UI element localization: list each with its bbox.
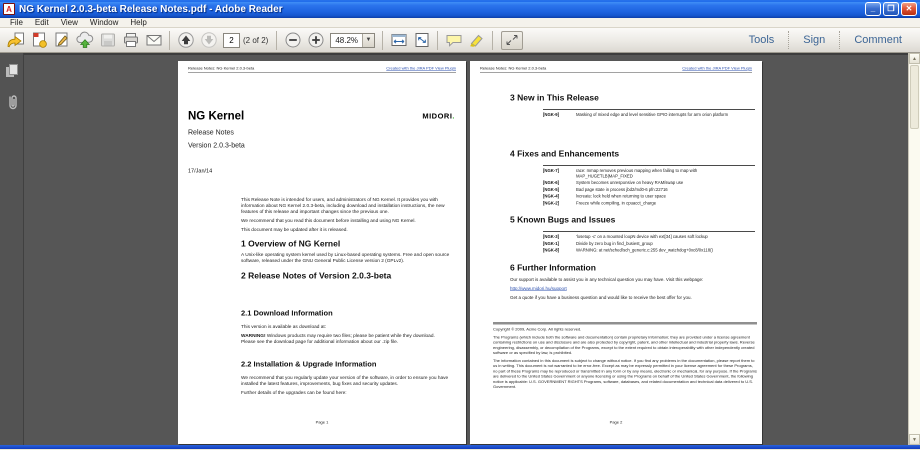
support-link-line [510, 286, 745, 292]
copyright-paragraph: The Programs (which include both the software and documentation) contain proprietary information; they are provided under a license agreement containing restrictions on use and disclosure and are also protected by copyright, patent, and other intellectual and industrial property laws. Reverse engineering, disassembly, or decompilation of the Programs, except to the extent required to obtain interoperability with other independently created software or as specified by law, is prohibited. [493, 334, 755, 355]
page-thumbnails-button[interactable] [0, 59, 24, 83]
header-plugin-link[interactable]: Created with the JIRA PDF View Plugin [386, 66, 456, 71]
attachments-button[interactable] [0, 91, 24, 115]
issue-summary: Masking of mixed edge and level sensitive GPIO interrupts for arm orion platform [576, 112, 729, 117]
page-thumbnails-icon [3, 62, 21, 80]
toolbar-separator [382, 31, 383, 50]
copyright-line: Copyright © 2009, Acme Corp. All rights reserved. [493, 327, 582, 332]
overview-paragraph: A Unix-like operating system kernel used by Linux-based operating systems. Free and open source software, released under the GNU General Public License version 2 (GPLv2). [241, 252, 450, 264]
document-date: 17/Jan/14 [188, 168, 213, 174]
menu-help[interactable]: Help [130, 17, 147, 27]
prev-page-icon [176, 31, 196, 49]
page-number-input[interactable] [223, 33, 240, 48]
title-bar [0, 0, 920, 18]
adobe-pdf-icon: A [3, 3, 15, 15]
toolbar [0, 28, 920, 53]
zoom-level-combo[interactable] [330, 33, 375, 48]
issue-summary: Divide by zero bug in find_busiest_group [576, 240, 653, 246]
chevron-down-icon[interactable]: ▼ [362, 34, 374, 47]
highlight-icon [467, 31, 487, 49]
create-pdf-icon [29, 31, 49, 49]
close-button[interactable]: ✕ [901, 2, 917, 16]
issue-summary: WARNING: at net/sched/sch_generic.c:255 dev_watchdog+0xc8/0x118() [576, 247, 713, 253]
header-plugin-link[interactable]: Created with the JIRA PDF View Plugin [682, 66, 752, 71]
comment-bubble-icon [444, 31, 464, 49]
scrollbar-thumb[interactable] [910, 65, 919, 129]
menu-window[interactable]: Window [89, 17, 119, 27]
sign-pen-icon [52, 31, 72, 49]
menu-bar [0, 18, 920, 28]
document-version: Version 2.0.3-beta [188, 141, 245, 149]
issue-summary: Freeze while compiling, in cpuacct_charge [576, 200, 657, 206]
page-header [188, 66, 456, 73]
heading-overview: 1 Overview of NG Kernel [241, 239, 341, 249]
page-footer: Page 1 [315, 420, 329, 425]
intro-p2: We recommend that you read this document before installing and using NG Kernel. [241, 218, 416, 224]
issue-summary: Bad page state in process jbd2/md0-6 pfn:22716 [576, 186, 668, 192]
zoom-in-icon [306, 31, 326, 49]
intro-paragraphs [241, 197, 457, 236]
issue-table-new [543, 109, 755, 119]
open-button[interactable] [4, 30, 27, 51]
download-p2: Please see the download page for additional information about our .zip file. [241, 339, 399, 345]
copyright-block [493, 322, 757, 392]
save-floppy-icon [98, 31, 118, 49]
tools-panel-button[interactable]: Tools [748, 34, 775, 46]
issue-id: [NGK-9] [543, 112, 560, 117]
page-footer: Page 2 [609, 420, 623, 425]
fit-page-icon [412, 31, 432, 49]
document-subtitle: Release Notes [188, 128, 234, 136]
menu-edit[interactable]: Edit [34, 17, 49, 27]
download-warning: WARNING! Windows products may require two files; please be patient while they download. Please see the download page for additional information about our .zip file. [241, 333, 435, 345]
issue-summary: System becomes unresponsive on heavy RAM/swap use [576, 180, 684, 185]
heading-release-notes: 2 Release Notes of Version 2.0.3-beta [241, 271, 392, 281]
warning-label: WARNING! [241, 333, 266, 339]
fit-width-icon [389, 31, 409, 49]
copyright-paragraph: The information contained in this document is subject to change without notice. If you find any problems in the documentation, please report them to us in writing. This document is not warranted to be error-free. Except as may be expressly permitted in your license agreement for these Programs, no part of these Programs may be reproduced or transmitted in any form or by any means, electronic or mechanical, for any purpose. If the Programs are delivered to the United States Government or anyone licensing or using the Programs on behalf of the United States Government, the following notice is applicable: U.S. GOVERNMENT RIGHTS Programs, software, databases, and related documentation and technical data delivered to U.S. Government. [493, 358, 757, 389]
issue-row [543, 180, 755, 185]
heading-further-info: 6 Further Information [510, 263, 596, 273]
scroll-down-arrow[interactable]: ▼ [909, 434, 920, 445]
issue-id: [NGK-2] [543, 200, 560, 206]
document-title: NG Kernel [188, 109, 245, 122]
fill-sign-button[interactable] [50, 30, 73, 51]
logo-green-dot: . [452, 112, 455, 121]
email-icon [144, 31, 164, 49]
issue-table-fixes [543, 165, 755, 207]
issue-row [543, 241, 755, 246]
toolbar-separator [276, 31, 277, 50]
highlight-text-button[interactable] [465, 30, 488, 51]
page-header [480, 66, 752, 73]
menu-view[interactable]: View [60, 17, 78, 27]
download-paragraphs [241, 324, 457, 348]
fit-page-button[interactable] [410, 30, 433, 51]
print-button[interactable] [119, 30, 142, 51]
midori-logo: MIDORI. [422, 112, 455, 121]
heading-fixes: 4 Fixes and Enhancements [510, 149, 620, 159]
save-button[interactable] [96, 30, 119, 51]
share-upload-button[interactable] [73, 30, 96, 51]
issue-id: [NGK-7] [543, 168, 560, 173]
issue-row [543, 194, 755, 199]
issue-row [543, 200, 755, 205]
further-p1: Our support is available to assist you in any technical question you may have. Visit this webpage: [510, 277, 704, 282]
issue-row [543, 248, 755, 253]
issue-summary: lvcreate: lock held when returning to user space [576, 193, 667, 199]
zoom-out-icon [283, 31, 303, 49]
window-bottom-border [0, 445, 920, 449]
next-page-icon [199, 31, 219, 49]
header-left-text: Release Notes: NG Kernel 2.0.3-beta [480, 66, 547, 71]
panel-buttons [735, 28, 916, 52]
navigation-pane [0, 53, 24, 445]
download-p1: This version is available as download at: [241, 324, 327, 330]
expand-arrows-icon [504, 33, 520, 47]
create-pdf-button[interactable] [27, 30, 50, 51]
menu-file[interactable]: File [10, 17, 23, 27]
restore-button[interactable]: ❐ [883, 2, 899, 16]
zoom-level-value: 48.2% [335, 35, 359, 45]
heading-new-in-release: 3 New in This Release [510, 93, 599, 103]
issue-id: [NGK-6] [543, 180, 560, 185]
add-sticky-note-button[interactable] [442, 30, 465, 51]
attachment-paperclip-icon [3, 93, 21, 113]
print-icon [121, 31, 141, 49]
zoom-in-button[interactable] [304, 30, 327, 51]
toolbar-separator [437, 31, 438, 50]
issue-id: [NGK-8] [543, 247, 560, 253]
issue-summary: 'losetup -c' on a mounted loopN device with ext[34] causes soft lockup [576, 234, 708, 239]
header-left-text: Release Notes: NG Kernel 2.0.3-beta [188, 66, 255, 71]
sign-panel-button[interactable]: Sign [803, 34, 826, 46]
toolbar-separator [492, 31, 493, 50]
issue-id: [NGK-5] [543, 186, 560, 192]
install-p1: We recommend that you regularly update your version of the software, in order to ensure you have installed the latest features, improvements, bug fixes and security updates. [241, 375, 449, 387]
scrollbar-track[interactable] [909, 130, 920, 434]
window-title: NG Kernel 2.0.3-beta Release Notes.pdf - Adobe Reader [19, 3, 283, 15]
install-p2: Further details of the upgrades can be found here: [241, 390, 347, 396]
main-area [0, 53, 920, 445]
pdf-page-1 [178, 61, 466, 444]
intro-p1: This Release Note is intended for users, and administrators of NG Kernel. It provides you with information about NG Kernel 2.0.3-beta, including download and installation instructions, the new features of this release and important changes since the previous one. [241, 197, 445, 215]
upload-cloud-icon [75, 31, 95, 49]
further-p2: Get a quote if you have a business question and would like to receive the best offer for you. [510, 295, 692, 300]
fit-width-button[interactable] [387, 30, 410, 51]
support-link[interactable]: http://www.midori.hu/support [510, 286, 567, 291]
page-count-label: (2 of 2) [243, 35, 269, 45]
zoom-out-button[interactable] [281, 30, 304, 51]
issue-row [543, 112, 755, 117]
scroll-up-arrow[interactable]: ▲ [909, 53, 920, 64]
email-button[interactable] [142, 30, 165, 51]
heading-install: 2.2 Installation & Upgrade Information [241, 360, 377, 369]
pdf-page-2 [470, 61, 762, 444]
issue-table-bugs [543, 231, 755, 254]
fullscreen-mode-button[interactable] [501, 31, 523, 50]
document-area[interactable] [24, 53, 908, 445]
vertical-scrollbar[interactable] [908, 53, 920, 445]
toolbar-separator [169, 31, 170, 50]
next-page-button[interactable] [197, 30, 220, 51]
issue-row [543, 168, 755, 179]
issue-row [543, 234, 755, 239]
issue-summary: race: mmap removes previous mapping when failing to map with MAP_HUGETLB|MAP_FIXED [576, 168, 698, 179]
heading-known-bugs: 5 Known Bugs and Issues [510, 215, 616, 225]
issue-row [543, 187, 755, 192]
issue-id: [NGK-3] [543, 234, 560, 239]
heading-download: 2.1 Download Information [241, 309, 333, 318]
install-paragraphs [241, 375, 457, 399]
minimize-button[interactable]: _ [865, 2, 881, 16]
issue-id: [NGK-4] [543, 193, 560, 199]
intro-p3: This document may be updated after it is released. [241, 227, 348, 233]
comment-panel-button[interactable]: Comment [854, 34, 902, 46]
open-icon [6, 31, 26, 49]
issue-id: [NGK-1] [543, 240, 560, 246]
previous-page-button[interactable] [174, 30, 197, 51]
